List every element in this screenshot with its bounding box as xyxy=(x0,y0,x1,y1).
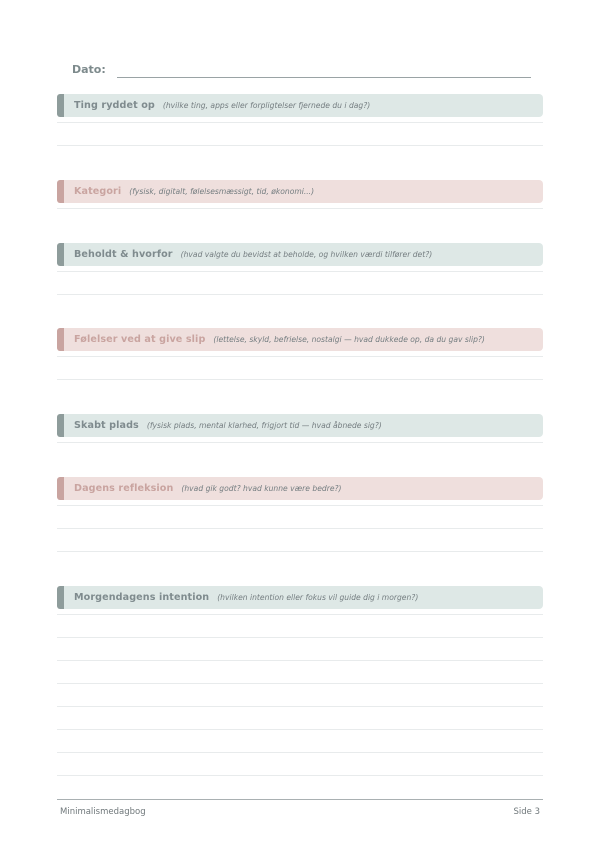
writing-line[interactable] xyxy=(57,379,543,380)
section-accent-bar xyxy=(57,328,64,351)
section-accent-bar xyxy=(57,180,64,203)
writing-line[interactable] xyxy=(57,528,543,529)
section-hint: (fysisk plads, mental klarhed, frigjort tid — hvad åbnede sig?) xyxy=(146,421,382,430)
section-title: Dagens refleksion xyxy=(74,483,174,494)
section-hint: (fysisk, digitalt, følelsesmæssigt, tid, økonomi...) xyxy=(129,187,315,196)
section-ting-ryddet-op xyxy=(57,94,543,117)
section-beholdt-hvorfor xyxy=(57,243,543,266)
section-foelelser xyxy=(57,328,543,351)
section-accent-bar xyxy=(57,586,64,609)
writing-line[interactable] xyxy=(57,683,543,684)
section-accent-bar xyxy=(57,477,64,500)
footer-divider xyxy=(57,799,543,800)
section-accent-bar xyxy=(57,94,64,117)
section-hint: (hvad valgte du bevidst at beholde, og hvilken værdi tilfører det?) xyxy=(180,250,433,259)
writing-line[interactable] xyxy=(57,729,543,730)
footer-journal-name: Minimalismedagbog xyxy=(60,807,146,817)
writing-line[interactable] xyxy=(57,775,543,776)
writing-line[interactable] xyxy=(57,208,543,209)
writing-line[interactable] xyxy=(57,145,543,146)
section-title: Beholdt & hvorfor xyxy=(74,249,173,260)
writing-line[interactable] xyxy=(57,122,543,123)
section-skabt-plads xyxy=(57,414,543,437)
writing-line[interactable] xyxy=(57,752,543,753)
writing-line[interactable] xyxy=(57,551,543,552)
section-title: Morgendagens intention xyxy=(74,592,210,603)
writing-line[interactable] xyxy=(57,294,543,295)
section-hint: (hvilken intention eller fokus vil guide dig i morgen?) xyxy=(217,593,419,602)
writing-line[interactable] xyxy=(57,442,543,443)
section-hint: (hvad gik godt? hvad kunne være bedre?) xyxy=(181,484,342,493)
writing-line[interactable] xyxy=(57,271,543,272)
section-title: Skabt plads xyxy=(74,420,139,431)
writing-line[interactable] xyxy=(57,706,543,707)
section-hint: (lettelse, skyld, befrielse, nostalgi — hvad dukkede op, da du gav slip?) xyxy=(213,335,485,344)
section-accent-bar xyxy=(57,414,64,437)
section-hint: (hvilke ting, apps eller forpligtelser fjernede du i dag?) xyxy=(162,101,371,110)
section-dagens-refleksion xyxy=(57,477,543,500)
writing-line[interactable] xyxy=(57,637,543,638)
section-kategori xyxy=(57,180,543,203)
section-title: Følelser ved at give slip xyxy=(74,334,206,345)
writing-line[interactable] xyxy=(57,505,543,506)
section-accent-bar xyxy=(57,243,64,266)
section-title: Ting ryddet op xyxy=(74,100,155,111)
date-field-line[interactable] xyxy=(117,77,531,78)
section-title: Kategori xyxy=(74,186,122,197)
section-morgendagens-intention xyxy=(57,586,543,609)
writing-line[interactable] xyxy=(57,660,543,661)
writing-line[interactable] xyxy=(57,614,543,615)
date-label: Dato: xyxy=(72,63,106,76)
writing-line[interactable] xyxy=(57,356,543,357)
footer-page-number: Side 3 xyxy=(513,807,540,817)
